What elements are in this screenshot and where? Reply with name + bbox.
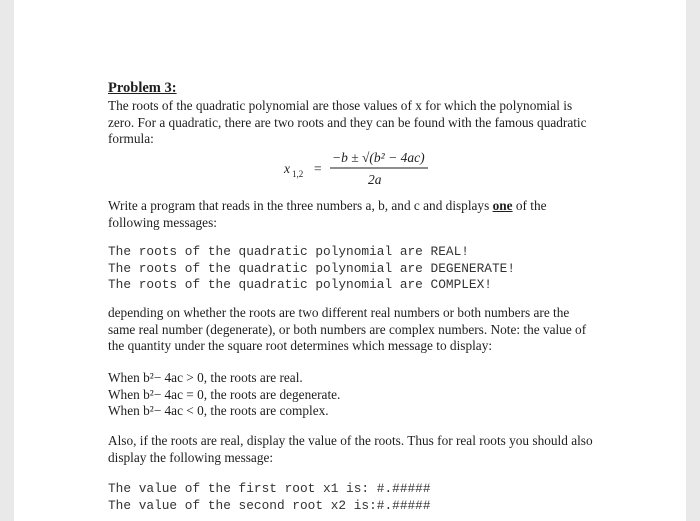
quadratic-formula: [280, 146, 460, 197]
message-list: [108, 244, 515, 294]
formula-numerator: −b ± √(b² − 4ac): [332, 150, 425, 165]
condition-degenerate: When b²− 4ac = 0, the roots are degenerate.: [108, 386, 341, 402]
message-complex: The roots of the quadratic polynomial are COMPLEX!: [108, 277, 492, 292]
formula-denominator: 2a: [368, 172, 382, 187]
message-degenerate: The roots of the quadratic polynomial are DEGENERATE!: [108, 260, 516, 276]
left-page-edge: [0, 0, 14, 521]
right-page-edge: [686, 0, 700, 521]
program-prompt-after: of the following messages:: [108, 198, 547, 230]
formula-equals: =: [314, 161, 322, 176]
program-prompt-emphasis: one: [492, 198, 513, 213]
root-message-second: The value of the second root x2 is:#.#####: [108, 497, 431, 513]
conditions-list: [108, 370, 598, 420]
condition-real: When b²− 4ac > 0, the roots are real.: [108, 370, 303, 385]
depending-paragraph: depending on whether the roots are two different real numbers or both numbers are the same real number (degenerate), or both numbers are complex numbers. Note: the value of the quantity under the square root determines which message to display:: [108, 305, 587, 353]
root-message-first: The value of the first root x1 is: #.#####: [108, 481, 431, 496]
also-paragraph: Also, if the roots are real, display the value of the roots. Thus for real roots you should also display the following message:: [108, 433, 593, 465]
condition-complex: When b²− 4ac < 0, the roots are complex.: [108, 403, 329, 418]
formula-graphic: [280, 146, 460, 192]
formula-lhs-subscript: 1,2: [292, 169, 304, 179]
program-prompt-before: Write a program that reads in the three numbers a, b, and c and displays: [108, 198, 493, 213]
program-prompt: [108, 198, 598, 231]
formula-lhs: x: [284, 161, 290, 176]
root-message-list: [108, 481, 431, 514]
message-real: The roots of the quadratic polynomial are REAL!: [108, 244, 469, 259]
intro-paragraph: The roots of the quadratic polynomial are those values of x for which the polynomial is zero. For a quadratic, there are two roots and they can be found with the famous quadratic formula:: [108, 98, 587, 146]
problem-title: Problem 3:: [108, 80, 177, 96]
